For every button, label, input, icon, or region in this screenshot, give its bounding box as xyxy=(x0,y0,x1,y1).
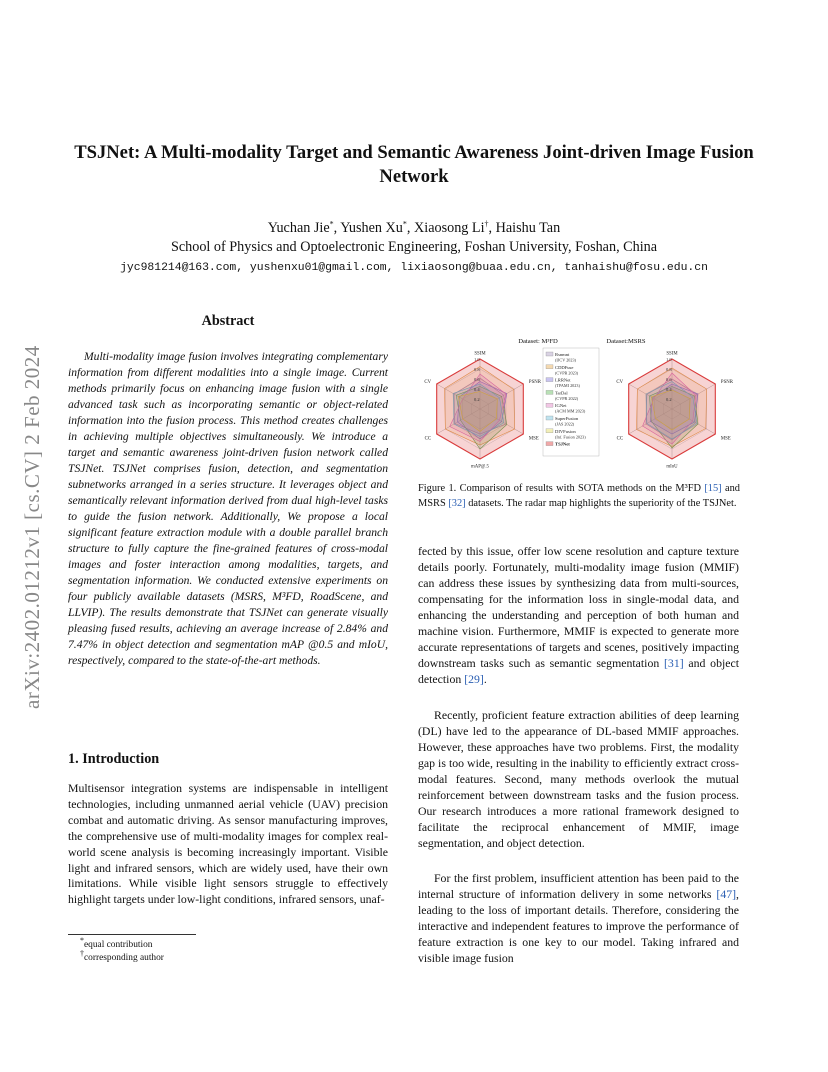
citation-link[interactable]: [31] xyxy=(664,656,684,670)
radar-tick-label: 0.2 xyxy=(474,397,480,402)
radar-legend xyxy=(543,348,599,456)
radar-axis-label: mAP@.5 xyxy=(471,464,489,470)
radar-tick-label: 0.6 xyxy=(666,377,672,382)
legend-swatch xyxy=(546,378,553,382)
radar-tick-label: 1.0 xyxy=(666,357,672,362)
author-name: Xiaosong Li xyxy=(414,220,485,236)
footnote-divider xyxy=(68,934,196,935)
legend-label: SuperFusion xyxy=(555,416,579,421)
radar-chart xyxy=(424,338,558,470)
citation-link[interactable]: [15] xyxy=(704,483,722,494)
citation-link[interactable]: [29] xyxy=(464,672,484,686)
radar-axis-label: SSIM xyxy=(474,351,486,357)
legend-swatch xyxy=(546,416,553,420)
legend-swatch xyxy=(546,365,553,369)
legend-sublabel: (JAS 2022) xyxy=(555,421,575,427)
legend-label: CDDFuse xyxy=(555,364,574,370)
legend-label: Rsnmnt xyxy=(555,352,570,357)
radar-axis-label: mIoU xyxy=(666,464,678,470)
radar-axis-label: CC xyxy=(424,436,432,442)
footnotes xyxy=(80,935,380,965)
legend-sublabel: (CVPR 2022) xyxy=(555,395,579,401)
radar-figure xyxy=(418,334,740,470)
paper-title: TSJNet: A Multi-modality Target and Semantic Awareness Joint-driven Image Fusion Network xyxy=(74,142,754,187)
radar-axis-label: MSE xyxy=(720,436,731,442)
author-mark: † xyxy=(484,219,489,229)
intro-paragraph-2: fected by this issue, offer low scene resolution and capture texture details poorly. Fortunately, multi-modality image fusion (MMIF) can address these issues by synthesizing data from multi-sources, compensating for the information loss in single-modal data, and enhancing the understanding and perception of both human and machine vision. Furthermore, MMIF is expected to generate more accurate representations of targets and scenes, positively impacting downstream tasks such as semantic segmentation [31] and object detection [29]. xyxy=(418,544,739,686)
intro-paragraph-3: Recently, proficient feature extraction abilities of deep learning (DL) have led to the appearance of DL-based MMIF approaches. However, these approaches have two problems. First, the modality gap is too wide, resulting in the inability to efficiently extract cross-modal features. Second, many methods overlook the mutual reinforcement between downstream tasks and the fusion process. Our research introduces a more rational framework designed to facilitate the reciprocal enhancement of MMIF, image segmentation, and object detection. xyxy=(418,708,739,850)
abstract-heading: Abstract xyxy=(201,313,255,329)
footnote-equal: *equal contribution xyxy=(80,935,153,950)
intro-paragraph-1: Multisensor integration systems are indispensable in intelligent technologies, including unmanned aerial vehicle (UAV) precision combat and automatic driving. As sensor manufacturing improves, the comprehensive use of multi-modality images for complex real-world scene analysis is becoming increasingly important. Visible light and infrared sensors, which are widely used, have their own limitations. While visible light sensors struggle to effectively highlight targets under low-light conditions, infrared sensors, unaf- xyxy=(68,781,388,907)
author-mark: * xyxy=(402,219,407,229)
figure-1 xyxy=(418,334,740,470)
radar-tick-label: 0.6 xyxy=(474,377,480,382)
author-list: Yuchan Jie*, Yushen Xu*, Xiaosong Li†, Haishu Tan xyxy=(267,219,561,236)
legend-label: LRRNet xyxy=(555,377,571,383)
figure-caption: Figure 1. Comparison of results with SOTA methods on the M³FD [15] and MSRS [32] datasets. The radar map highlights the superiority of the TSJNet. xyxy=(418,483,740,509)
legend-swatch xyxy=(546,352,553,356)
radar-tick-label: 0.8 xyxy=(666,367,672,372)
affiliation: School of Physics and Optoelectronic Engineering, Foshan University, Foshan, China xyxy=(170,239,658,255)
radar-tick-label: 1.0 xyxy=(474,357,480,362)
footnote-corresponding: †corresponding author xyxy=(80,948,164,963)
legend-sublabel: (IJCV 2023) xyxy=(555,357,576,363)
legend-swatch xyxy=(546,403,553,407)
section-heading-introduction: 1. Introduction xyxy=(68,751,160,767)
legend-label: TarDal xyxy=(555,390,568,396)
radar-tick-label: 0.4 xyxy=(666,387,672,392)
legend-sublabel: (ACM MM 2023) xyxy=(555,408,586,414)
legend-sublabel: (CVPR 2023) xyxy=(555,370,579,376)
intro-paragraph-4: For the first problem, insufficient attention has been paid to the internal structure of information delivery in some networks [47], leading to the loss of important details. Therefore, considering the interactive and independent features to improve the performance of feature extraction is one key to our model. Taking infrared and visible image fusion xyxy=(418,871,739,965)
legend-swatch xyxy=(546,442,553,446)
radar-axis-label: MSE xyxy=(528,436,539,442)
radar-title: Dataset: M³FD xyxy=(518,338,558,345)
radar-axis-label: CC xyxy=(616,436,624,442)
radar-title: Dataset:MSRS xyxy=(606,338,646,345)
radar-axis-label: PSNR xyxy=(528,379,541,385)
radar-tick-label: 0.4 xyxy=(474,387,480,392)
radar-series xyxy=(629,359,716,459)
radar-tick-label: 0.2 xyxy=(666,397,672,402)
author-name: Yushen Xu xyxy=(340,220,403,236)
legend-label: DIVFusion xyxy=(555,428,576,434)
legend-label: IGNet xyxy=(555,403,567,409)
legend-sublabel: (Inf. Fusion 2023) xyxy=(555,434,586,440)
radar-axis-label: PSNR xyxy=(720,379,733,385)
email-list: jyc981214@163.com, yushenxu01@gmail.com, lixiaosong@buaa.edu.cn, tanhaishu@fosu.edu.cn xyxy=(120,262,708,274)
legend-label: TSJNet xyxy=(555,441,570,447)
radar-tick-label: 0.8 xyxy=(474,367,480,372)
radar-axis-label: SSIM xyxy=(666,351,678,357)
legend-swatch xyxy=(546,429,553,433)
abstract-text: Multi-modality image fusion involves integrating complementary information from different modalities into a single image. Current methods primarily focus on enhancing image fusion with a single advanced task such as incorporating semantic or object-related information into the fusion process. This method creates challenges in achieving multiple objectives simultaneously. We introduce a target and semantic awareness joint-driven fusion network called TSJNet. TSJNet comprises fusion, detection, and segmentation subnetworks arranged in a series structure. It leverages object and semantically relevant information derived from dual high-level tasks to guide the fusion network. Additionally, We propose a local significant feature extraction module with a double parallel branch structure to fully capture the fine-grained features of cross-modal images and foster interaction among modalities, targets, and segmentation information. We conducted extensive experiments on four publicly available datasets (MSRS, M³FD, RoadScene, and LLVIP). The results demonstrate that TSJNet can generate visually pleasing fused results, achieving an average increase of 2.84% and 7.47% in object detection and segmentation mAP @0.5 and mIoU, respectively, compared to the state-of-the-art methods. xyxy=(68,350,388,667)
author-name: Yuchan Jie xyxy=(267,220,330,236)
author-name: Haishu Tan xyxy=(495,220,561,236)
radar-axis-label: CV xyxy=(616,379,624,385)
radar-series xyxy=(437,359,524,459)
legend-sublabel: (TPAMI 2023) xyxy=(555,383,580,389)
citation-link[interactable]: [32] xyxy=(448,498,466,509)
citation-link[interactable]: [47] xyxy=(716,887,737,901)
author-mark: * xyxy=(329,219,334,229)
legend-swatch xyxy=(546,390,553,394)
radar-axis-label: CV xyxy=(424,379,432,385)
arxiv-identifier: arXiv:2402.01212v1 [cs.CV] 2 Feb 2024 xyxy=(20,345,44,709)
radar-chart xyxy=(606,338,733,470)
